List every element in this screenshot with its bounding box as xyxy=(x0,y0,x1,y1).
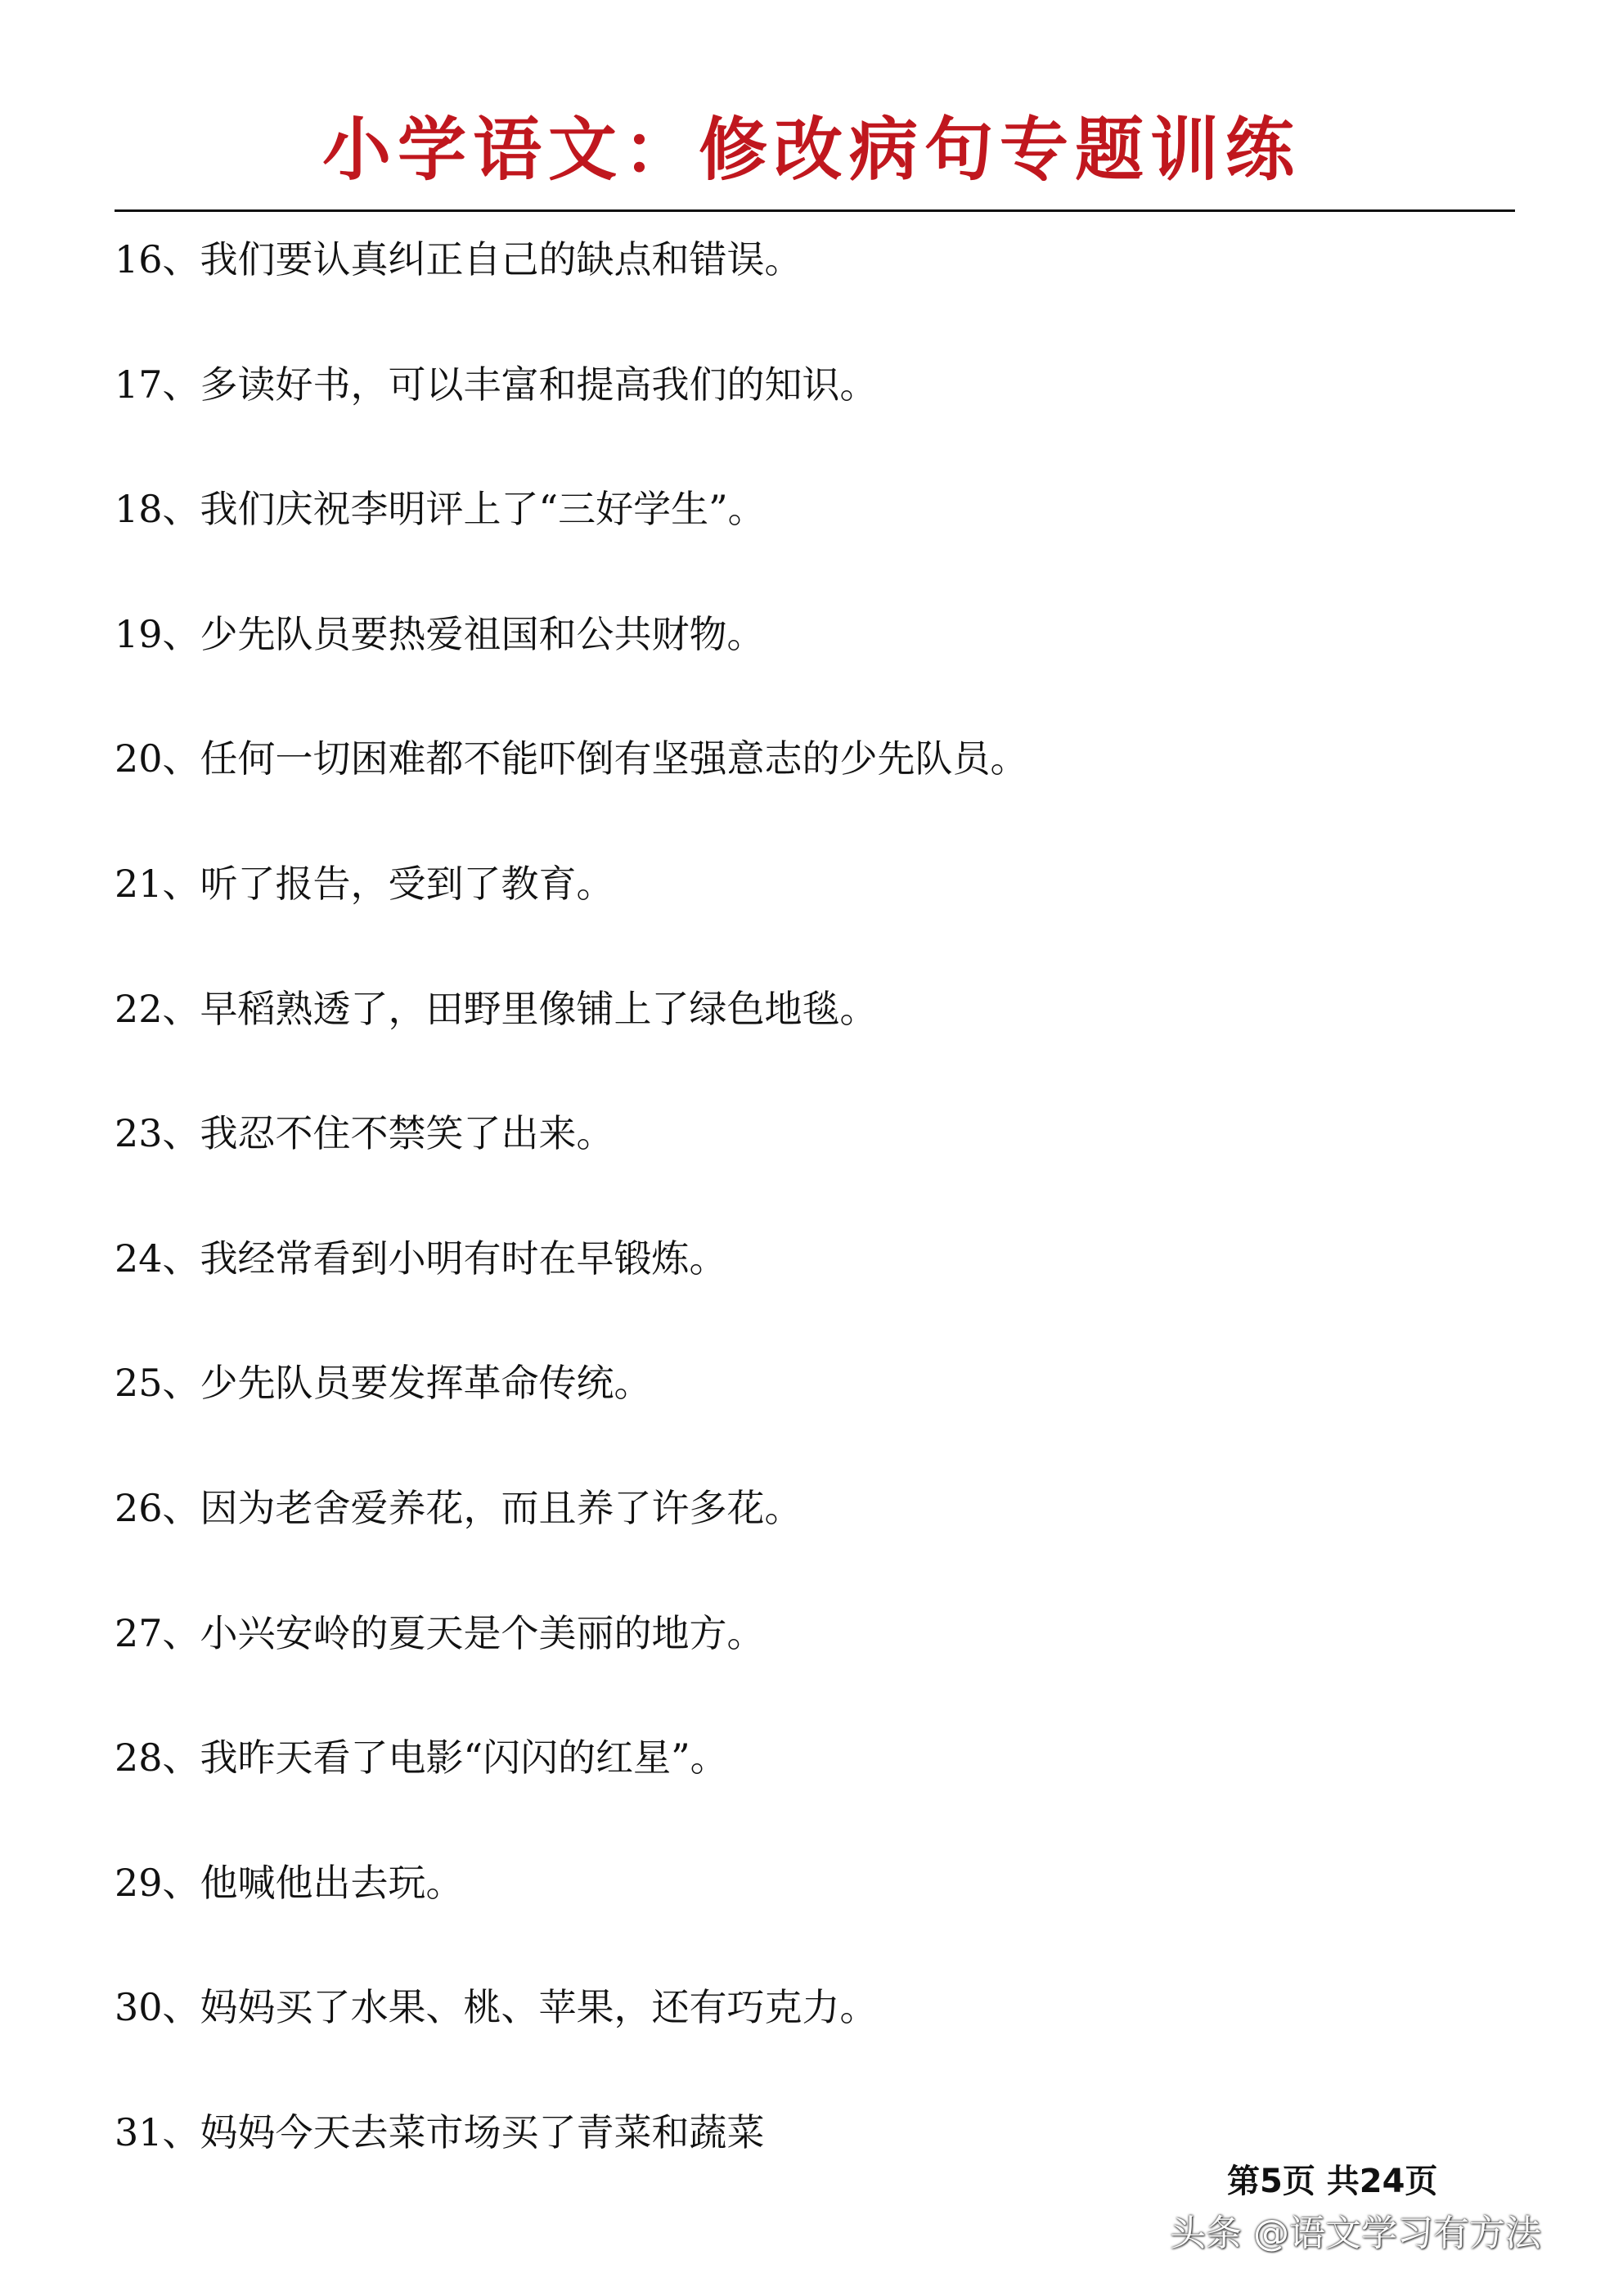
question-text: 任何一切困难都不能吓倒有坚强意志的少先队员。 xyxy=(200,736,1028,781)
question-number: 18、 xyxy=(115,487,200,532)
question-number: 24、 xyxy=(115,1236,200,1281)
question-text: 早稻熟透了，田野里像铺上了绿色地毯。 xyxy=(200,986,878,1031)
question-text: 我们庆祝李明评上了“三好学生”。 xyxy=(200,487,766,532)
question-number: 23、 xyxy=(115,1111,200,1156)
question-item xyxy=(115,348,1515,473)
question-text: 小兴安岭的夏天是个美丽的地方。 xyxy=(200,1610,765,1655)
question-number: 29、 xyxy=(115,1860,200,1905)
question-item xyxy=(115,472,1515,597)
question-number: 22、 xyxy=(115,986,200,1031)
question-list xyxy=(115,223,1515,2221)
question-text: 听了报告，受到了教育。 xyxy=(200,861,614,906)
question-item xyxy=(115,223,1515,348)
question-number: 25、 xyxy=(115,1361,200,1406)
question-number: 27、 xyxy=(115,1610,200,1655)
question-item xyxy=(115,1596,1515,1722)
question-number: 16、 xyxy=(115,237,200,281)
question-text: 我昨天看了电影“闪闪的红星”。 xyxy=(200,1736,728,1781)
question-number: 20、 xyxy=(115,736,200,781)
question-item xyxy=(115,1346,1515,1471)
title-divider xyxy=(115,209,1515,212)
question-number: 19、 xyxy=(115,611,200,656)
question-number: 30、 xyxy=(115,1985,200,2030)
page-title: 小学语文：修改病句专题训练 xyxy=(321,110,1301,190)
question-item xyxy=(115,722,1515,847)
question-item xyxy=(115,597,1515,723)
question-number: 31、 xyxy=(115,2109,200,2154)
question-item xyxy=(115,1222,1515,1347)
question-item xyxy=(115,972,1515,1097)
question-text: 妈妈今天去菜市场买了青菜和蔬菜 xyxy=(200,2109,765,2154)
question-number: 26、 xyxy=(115,1485,200,1530)
question-item xyxy=(115,1846,1515,1971)
question-text: 因为老舍爱养花，而且养了许多花。 xyxy=(200,1485,803,1530)
page-number-footer: 第5页 共24页 xyxy=(1227,2163,1438,2200)
question-item xyxy=(115,1096,1515,1222)
question-item xyxy=(115,1970,1515,2096)
question-item xyxy=(115,1471,1515,1596)
question-text: 少先队员要热爱祖国和公共财物。 xyxy=(200,611,765,656)
question-text: 多读好书，可以丰富和提高我们的知识。 xyxy=(200,362,878,407)
question-text: 少先队员要发挥革命传统。 xyxy=(200,1361,652,1406)
question-text: 他喊他出去玩。 xyxy=(200,1860,464,1905)
question-text: 我们要认真纠正自己的缺点和错误。 xyxy=(200,237,803,281)
question-text: 我经常看到小明有时在早锻炼。 xyxy=(200,1236,727,1281)
question-number: 28、 xyxy=(115,1736,200,1781)
question-text: 妈妈买了水果、桃、苹果，还有巧克力。 xyxy=(200,1985,878,2030)
question-number: 17、 xyxy=(115,362,200,407)
question-number: 21、 xyxy=(115,861,200,906)
question-text: 我忍不住不禁笑了出来。 xyxy=(200,1111,614,1156)
question-item xyxy=(115,1721,1515,1846)
watermark: 头条 @语文学习有方法 xyxy=(1170,2213,1541,2254)
question-item xyxy=(115,847,1515,972)
